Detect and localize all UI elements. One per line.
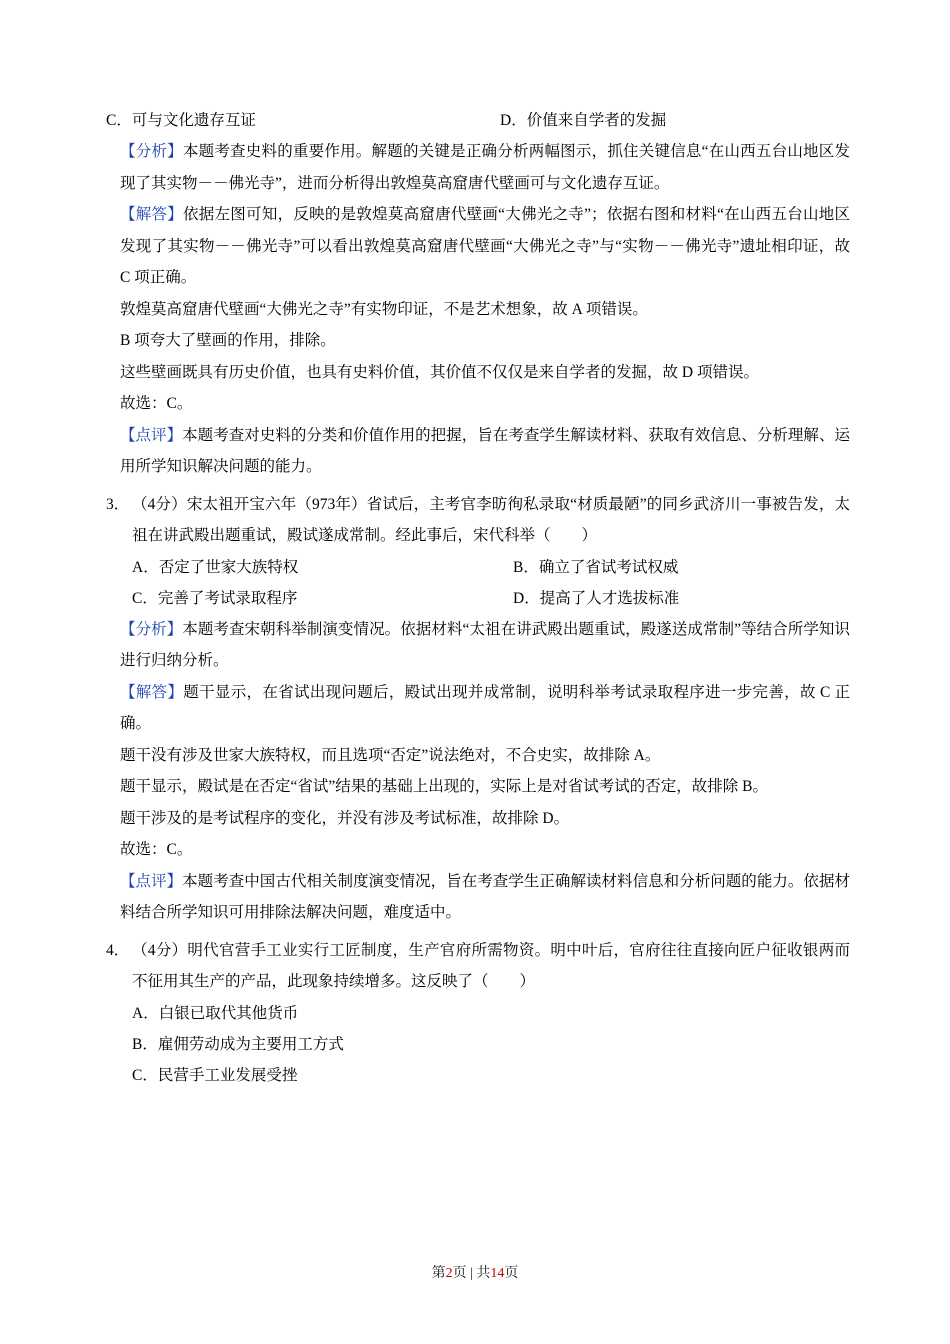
question-3-answer (106, 677, 850, 740)
question-3-answer-line-1: 题干没有涉及世家大族特权，而且选项“否定”说法绝对，不合史实，故排除 A。 (120, 746, 661, 764)
question-4-score: （4分） (132, 941, 188, 959)
question-2-options-row (106, 105, 850, 136)
option-c: C．可与文化遗存互证 (106, 112, 256, 129)
question-4-number: 4． (106, 941, 130, 959)
footer-prefix: 第 (431, 1266, 446, 1281)
comment-tag: 【点评】 (120, 426, 183, 444)
option-d: D．提高了人才选拔标准 (513, 589, 680, 607)
comment-text: 本题考查中国古代相关制度演变情况，旨在考查学生正确解读材料信息和分析问题的能力。依据材料结合所学知识可用排除法解决问题，难度适中。 (120, 872, 850, 921)
question-2-answer-line-1: 敦煌莫高窟唐代壁画“大佛光之寺”有实物印证，不是艺术想象，故 A 项错误。 (120, 300, 648, 318)
question-4-stem-text: 明代官营手工业实行工匠制度，生产官府所需物资。明中叶后，官府往往直接向匠户征收银两而不征用其生产的产品，此现象持续增多。这反映了（ ） (132, 941, 850, 990)
answer-tag: 【解答】 (120, 206, 184, 223)
question-3-number: 3． (106, 495, 130, 513)
question-2-answer-line-2: B 项夸大了壁画的作用，排除。 (120, 332, 336, 349)
answer-text: 依据左图可知，反映的是敦煌莫高窟唐代壁画“大佛光之寺”；依据右图和材料“在山西五台山地区发现了其实物－－佛光寺”可以看出敦煌莫高窟唐代壁画“大佛光之寺”与“实物－－佛光寺”遗址相印证，故 C 项正确。 (120, 206, 850, 286)
option-d: D．价值来自学者的发掘 (500, 112, 667, 129)
footer-suffix: 页 (504, 1266, 519, 1281)
question-2-answer-line-3: 这些壁画既具有历史价值，也具有史料价值，其价值不仅仅是来自学者的发掘，故 D 项错误。 (120, 363, 759, 381)
question-3-answer-line-3: 题干涉及的是考试程序的变化，并没有涉及考试标准，故排除 D。 (120, 809, 570, 827)
analysis-tag: 【分析】 (120, 620, 183, 638)
question-3-comment (106, 866, 850, 929)
question-2-comment (106, 420, 850, 483)
question-3-stem-text: 宋太祖开宝六年（973年）省试后，主考官李昉徇私录取“材质最陋”的同乡武济川一事被告发，太祖在讲武殿出题重试，殿试遂成常制。经此事后，宋代科举（ ） (132, 495, 850, 544)
option-b: B．确立了省试考试权威 (513, 558, 679, 576)
question-3-options-row-2 (132, 583, 850, 614)
question-4-stem (132, 935, 850, 998)
question-3-analysis (106, 614, 850, 677)
question-2-answer (106, 199, 850, 294)
question-4 (106, 935, 850, 998)
comment-text: 本题考查对史料的分类和价值作用的把握，旨在考查学生解读材料、获取有效信息、分析理解、运用所学知识解决问题的能力。 (120, 426, 850, 475)
footer-middle: 页 | 共 (452, 1266, 491, 1281)
question-3-options (106, 552, 850, 614)
comment-tag: 【点评】 (120, 872, 183, 890)
question-2-analysis (106, 136, 850, 199)
page-content (106, 105, 850, 1091)
option-c: C．民营手工业发展受挫 (132, 1066, 298, 1084)
option-b: B．雇佣劳动成为主要用工方式 (132, 1035, 344, 1053)
question-2-answer-line-4: 故选：C。 (120, 395, 193, 412)
question-3-stem (132, 489, 850, 552)
option-a: A．否定了世家大族特权 (132, 558, 299, 576)
question-3-score: （4分） (132, 495, 187, 513)
question-4-options (106, 998, 850, 1091)
option-a: A．白银已取代其他货币 (132, 1004, 299, 1022)
analysis-text: 本题考查宋朝科举制演变情况。依据材料“太祖在讲武殿出题重试，殿遂送成常制”等结合所学知识进行归纳分析。 (120, 620, 850, 669)
question-3-options-row-1 (132, 552, 850, 583)
option-c: C．完善了考试录取程序 (132, 589, 298, 607)
question-3-answer-line-4: 故选：C。 (120, 841, 193, 858)
question-3-answer-line-2: 题干显示，殿试是在否定“省试”结果的基础上出现的，实际上是对省试考试的否定，故排除 B。 (120, 778, 768, 795)
answer-text: 题干显示，在省试出现问题后，殿试出现并成常制，说明科举考试录取程序进一步完善，故 C 正确。 (120, 683, 850, 732)
footer-page-number: 2 (445, 1266, 453, 1281)
answer-tag: 【解答】 (120, 683, 184, 701)
analysis-tag: 【分析】 (120, 143, 183, 160)
analysis-text: 本题考查史料的重要作用。解题的关键是正确分析两幅图示，抓住关键信息“在山西五台山地区发现了其实物－－佛光寺”，进而分析得出敦煌莫高窟唐代壁画可与文化遗存互证。 (120, 143, 850, 192)
page-footer (0, 1262, 950, 1282)
footer-total-pages: 14 (490, 1266, 505, 1281)
question-3 (106, 489, 850, 552)
